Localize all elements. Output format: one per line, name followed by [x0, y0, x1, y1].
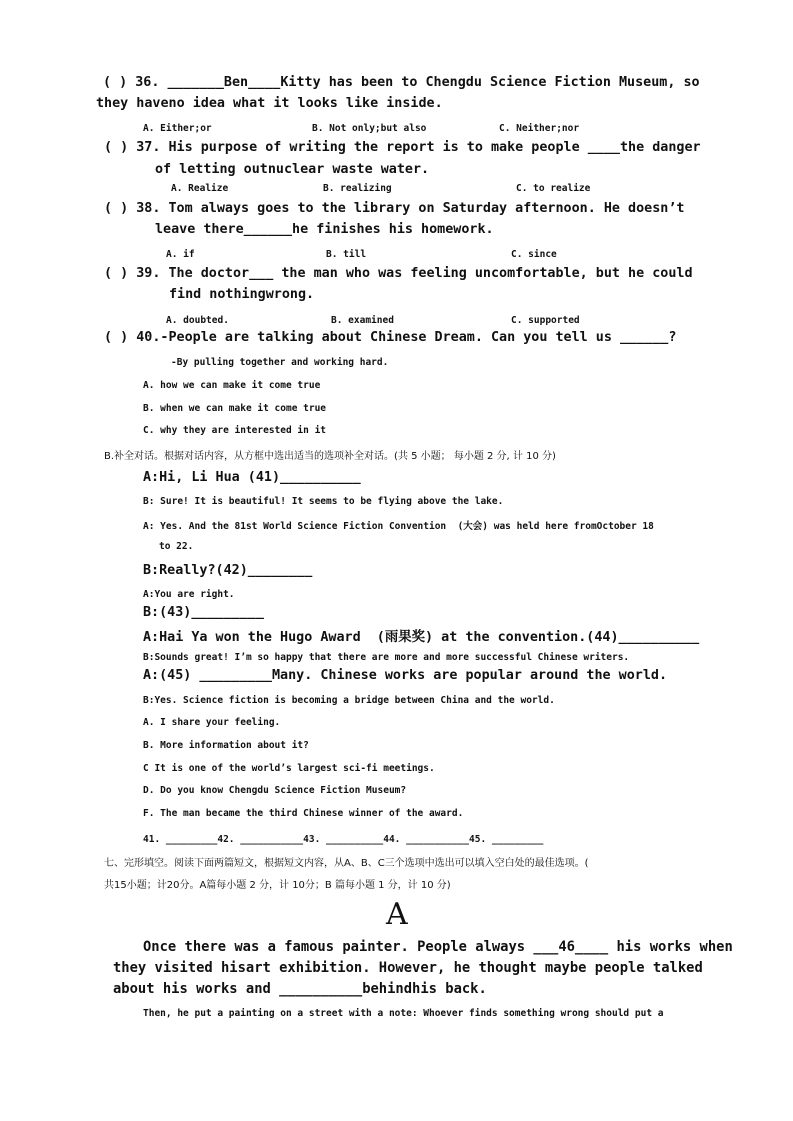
choice-f: F. The man became the third Chinese winner of the award.: [143, 808, 464, 819]
answer-blanks: 41. _________42. ___________43. __________44. ___________45. _________: [143, 834, 544, 845]
q40-option-b: B. when we can make it come true: [143, 403, 327, 414]
q36-option-a: A. Either;or: [143, 123, 212, 134]
section-7-heading-line1: 七、完形填空。阅读下面两篇短文，根据短文内容，从A、B、C三个选项中选出可以填入空白处的最佳选项。(: [104, 858, 589, 869]
dialog-41: A:Hi, Li Hua (41)__________: [143, 470, 361, 485]
dialog-44: A:Hai Ya won the Hugo Award (雨果奖) at the convention.(44)__________: [143, 630, 700, 645]
choice-d: D. Do you know Chengdu Science Fiction Museum?: [143, 785, 407, 796]
q40-option-a: A. how we can make it come true: [143, 380, 321, 391]
choice-b: B. More information about it?: [143, 740, 309, 751]
passage-a-title: A: [386, 897, 408, 932]
q38-option-a: A. if: [166, 249, 195, 260]
q40-line1: ( ) 40.-People are talking about Chinese Dream. Can you tell us ______?: [104, 330, 677, 345]
q38-line2: leave there______he finishes his homework.: [155, 222, 494, 237]
passage-a-line3: about his works and __________behindhis back.: [113, 981, 487, 997]
dialog-43: B:(43)_________: [143, 605, 264, 620]
choice-c: C It is one of the world’s largest sci-fi meetings.: [143, 763, 435, 774]
q38-option-c: C. since: [511, 249, 557, 260]
q37-line1: ( ) 37. His purpose of writing the report is to make people ____the danger: [104, 140, 701, 155]
dialog-42: B:Really?(42)________: [143, 563, 313, 578]
q36-line2: they haveno idea what it looks like inside.: [96, 96, 443, 111]
q36-line1: ( ) 36. _______Ben____Kitty has been to Chengdu Science Fiction Museum, so: [103, 75, 700, 90]
q37-line2: of letting outnuclear waste water.: [155, 162, 430, 177]
q40-response: -By pulling together and working hard.: [171, 357, 389, 368]
section-b-heading: B.补全对话。根据对话内容，从方框中选出适当的选项补全对话。(共 5 小题； 每小题 2 分, 计 10 分): [104, 451, 556, 462]
dialog-45: A:(45) _________Many. Chinese works are popular around the world.: [143, 668, 668, 683]
q39-line1: ( ) 39. The doctor___ the man who was feeling uncomfortable, but he could: [104, 266, 693, 281]
dialog-a3: A:You are right.: [143, 589, 235, 600]
dialog-a2: A: Yes. And the 81st World Science Fiction Convention (大会) was held here fromOctober 18: [143, 521, 654, 532]
dialog-b4: B:Sounds great! I’m so happy that there are more and more successful Chinese writers.: [143, 652, 630, 663]
q36-option-b: B. Not only;but also: [312, 123, 427, 134]
q39-option-a: A. doubted.: [166, 315, 229, 326]
q39-option-b: B. examined: [331, 315, 394, 326]
q37-option-c: C. to realize: [516, 183, 591, 194]
passage-a-line2: they visited hisart exhibition. However, he thought maybe people talked: [113, 960, 703, 976]
dialog-b5: B:Yes. Science fiction is becoming a bridge between China and the world.: [143, 695, 555, 706]
q40-option-c: C. why they are interested in it: [143, 425, 327, 436]
q39-option-c: C. supported: [511, 315, 580, 326]
dialog-b1: B: Sure! It is beautiful! It seems to be flying above the lake.: [143, 496, 504, 507]
passage-a-line1: Once there was a famous painter. People always ___46____ his works when: [143, 939, 733, 955]
q39-line2: find nothingwrong.: [169, 287, 315, 302]
passage-a-line4: Then, he put a painting on a street with a note: Whoever finds something wrong should put a: [143, 1008, 664, 1019]
dialog-a2-cont: to 22.: [159, 541, 194, 552]
q38-line1: ( ) 38. Tom always goes to the library on Saturday afternoon. He doesn’t: [104, 201, 685, 216]
q37-option-a: A. Realize: [171, 183, 229, 194]
section-7-heading-line2: 共15小题；计20分。A篇每小题 2 分，计 10分；B 篇每小题 1 分，计 10 分): [104, 880, 451, 891]
q37-option-b: B. realizing: [323, 183, 392, 194]
q38-option-b: B. till: [326, 249, 367, 260]
choice-a: A. I share your feeling.: [143, 717, 281, 728]
q36-option-c: C. Neither;nor: [499, 123, 580, 134]
